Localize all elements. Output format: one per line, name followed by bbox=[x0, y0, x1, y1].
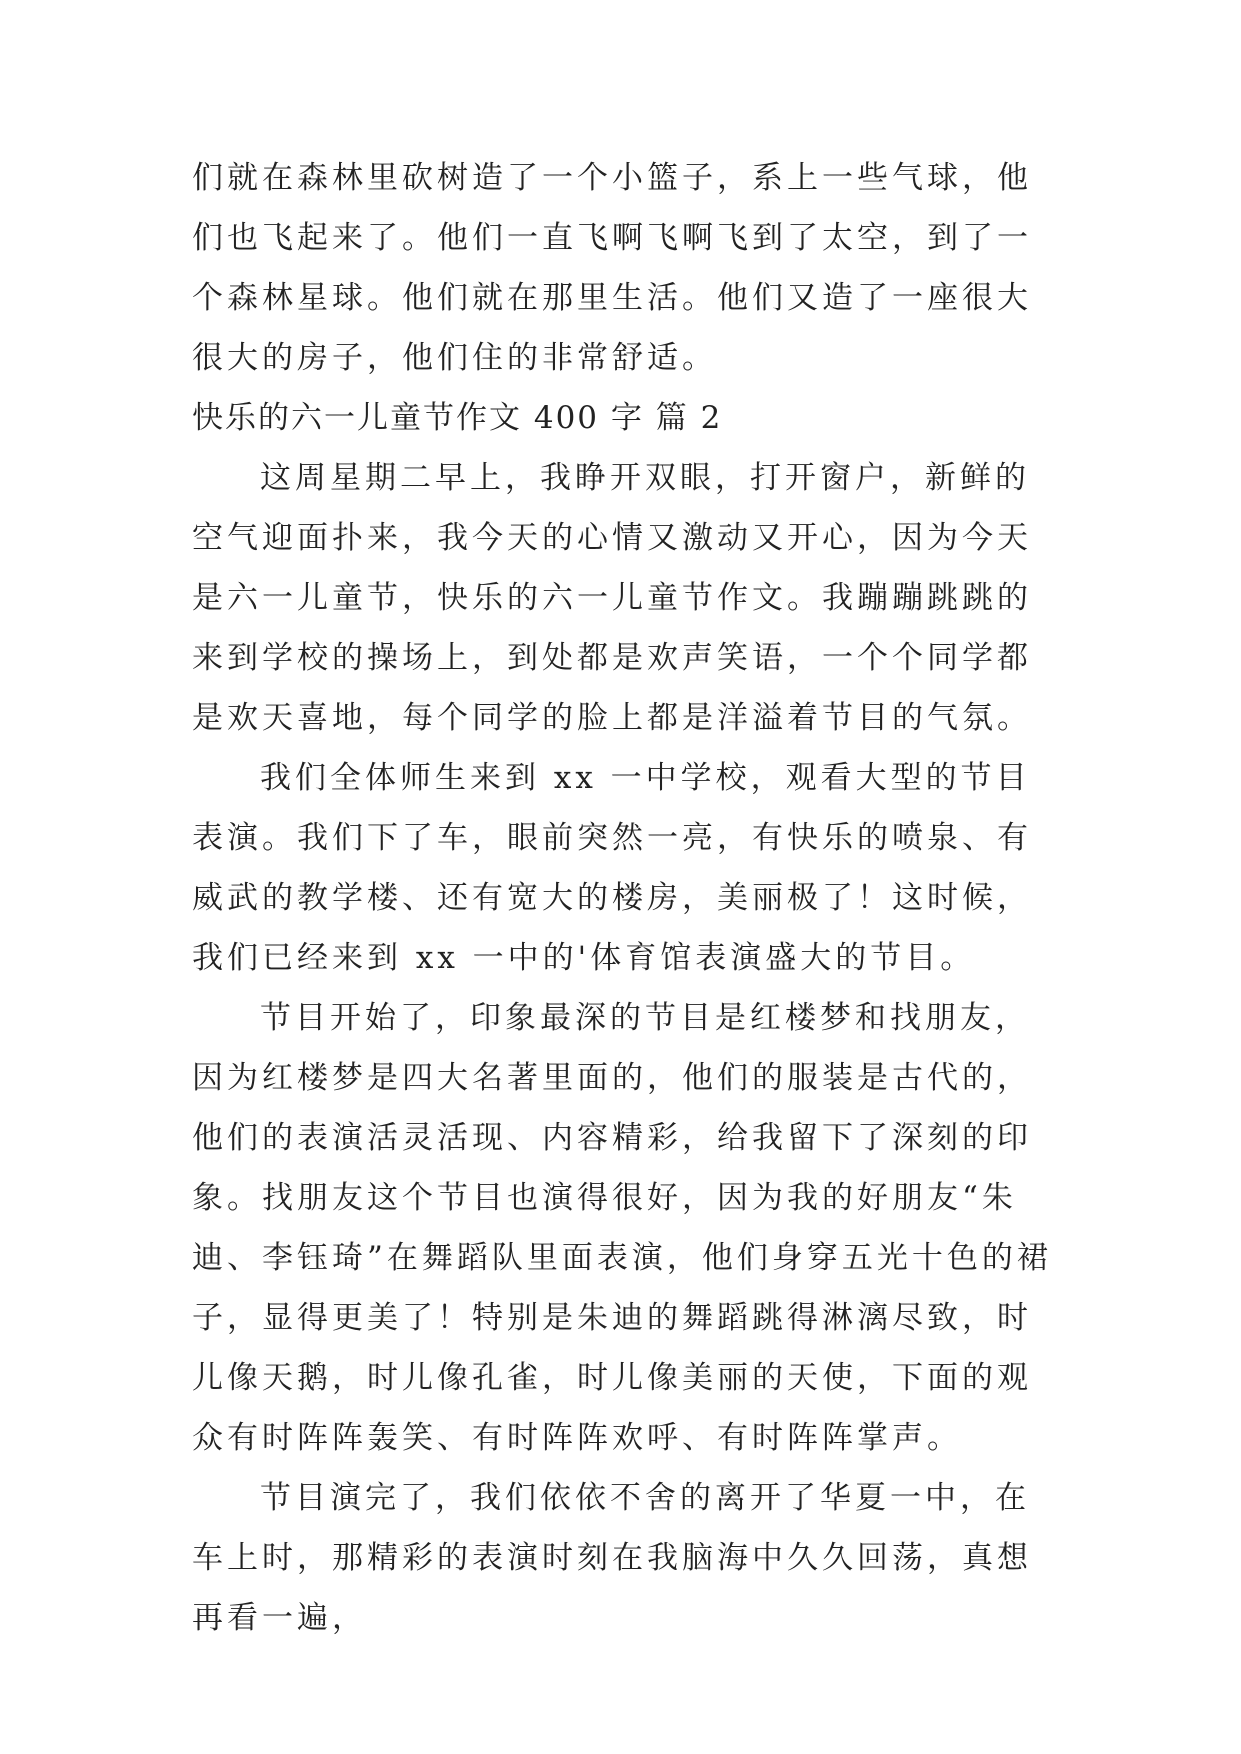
paragraph-morning: 这周星期二早上，我睁开双眼，打开窗户，新鲜的空气迎面扑来，我今天的心情又激动又开心，因为今天是六一儿童节，快乐的六一儿童节作文。我蹦蹦跳跳的来到学校的操场上，到处都是欢声笑语，一个个同学都是欢天喜地，每个同学的脸上都是洋溢着节目的气氛。 bbox=[192, 460, 1032, 736]
section-heading: 快乐的六一儿童节作文 400 字 篇 2 bbox=[192, 400, 723, 436]
paragraph-ending: 节目演完了，我们依依不舍的离开了华夏一中，在车上时，那精彩的表演时刻在我脑海中久久回荡，真想再看一遍， bbox=[192, 1480, 1032, 1636]
paragraph-performances: 节目开始了，印象最深的节目是红楼梦和找朋友，因为红楼梦是四大名著里面的，他们的服装是古代的，他们的表演活灵活现、内容精彩，给我留下了深刻的印象。找朋友这个节目也演得很好，因为我的好朋友“朱迪、李钰琦”在舞蹈队里面表演，他们身穿五光十色的裙子，显得更美了！特别是朱迪的舞蹈跳得淋漓尽致，时儿像天鹅，时儿像孔雀，时儿像美丽的天使，下面的观众有时阵阵轰笑、有时阵阵欢呼、有时阵阵掌声。 bbox=[192, 1000, 1052, 1456]
paragraph-school-visit: 我们全体师生来到 xx 一中学校，观看大型的节目表演。我们下了车，眼前突然一亮，有快乐的喷泉、有威武的教学楼、还有宽大的楼房，美丽极了！这时候，我们已经来到 xx 一中的'体育馆表演盛大的节目。 bbox=[192, 760, 1032, 976]
document-body bbox=[192, 148, 1062, 1648]
paragraph-continuation: 们就在森林里砍树造了一个小篮子，系上一些气球，他们也飞起来了。他们一直飞啊飞啊飞到了太空，到了一个森林星球。他们就在那里生活。他们又造了一座很大很大的房子，他们住的非常舒适。 bbox=[192, 160, 1032, 376]
